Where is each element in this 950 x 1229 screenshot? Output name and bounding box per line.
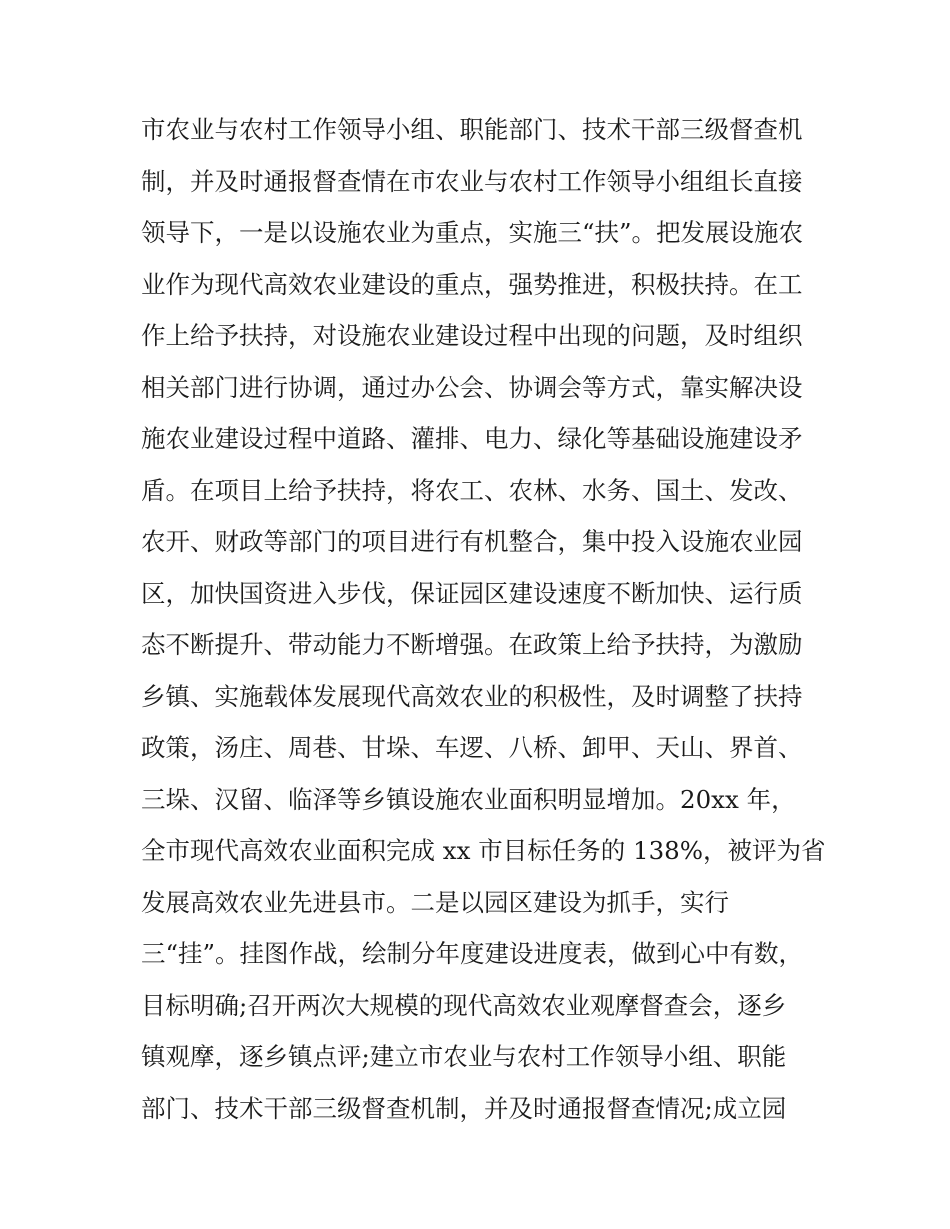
text-line: 全市现代高效农业面积完成 xx 市目标任务的 138%，被评为省 [141, 836, 826, 865]
text-line: 制，并及时通报督查情在市农业与农村工作领导小组组长直接 [141, 166, 803, 196]
text-line: 盾。在项目上给予扶持，将农工、农林、水务、国土、发改、 [141, 475, 803, 505]
text-line: 镇观摩，逐乡镇点评;建立市农业与农村工作领导小组、职能 [141, 1042, 787, 1071]
text-line: 目标明确;召开两次大规模的现代高效农业观摩督查会，逐乡 [141, 990, 787, 1020]
text-line: 市农业与农村工作领导小组、职能部门、技术干部三级督查机 [141, 115, 803, 144]
text-line: 发展高效农业先进县市。二是以园区建设为抓手，实行 [141, 887, 729, 917]
text-line: 三垛、汉留、临泽等乡镇设施农业面积明显增加。20xx 年， [141, 784, 796, 814]
text-line: 三“挂”。挂图作战，绘制分年度建设进度表，做到心中有数， [141, 939, 804, 968]
text-line: 业作为现代高效农业建设的重点，强势推进，积极扶持。在工 [141, 269, 803, 299]
text-line: 领导下，一是以设施农业为重点，实施三“扶”。把发展设施农 [141, 218, 804, 247]
text-line: 作上给予扶持，对设施农业建设过程中出现的问题，及时组织 [141, 321, 803, 350]
text-line: 施农业建设过程中道路、灌排、电力、绿化等基础设施建设矛 [141, 424, 803, 453]
body-text [141, 104, 826, 1134]
text-line: 区，加快国资进入步伐，保证园区建设速度不断加快、运行质 [141, 578, 803, 608]
text-line: 部门、技术干部三级督查机制，并及时通报督查情况;成立园 [141, 1093, 787, 1123]
text-line: 相关部门进行协调，通过办公会、协调会等方式，靠实解决设 [141, 372, 803, 402]
text-line: 乡镇、实施载体发展现代高效农业的积极性，及时调整了扶持 [141, 681, 803, 711]
text-line: 农开、财政等部门的项目进行有机整合，集中投入设施农业园 [141, 527, 803, 556]
text-line: 政策，汤庄、周巷、甘垛、车逻、八桥、卸甲、天山、界首、 [141, 733, 803, 762]
text-line: 态不断提升、带动能力不断增强。在政策上给予扶持，为激励 [141, 630, 803, 659]
